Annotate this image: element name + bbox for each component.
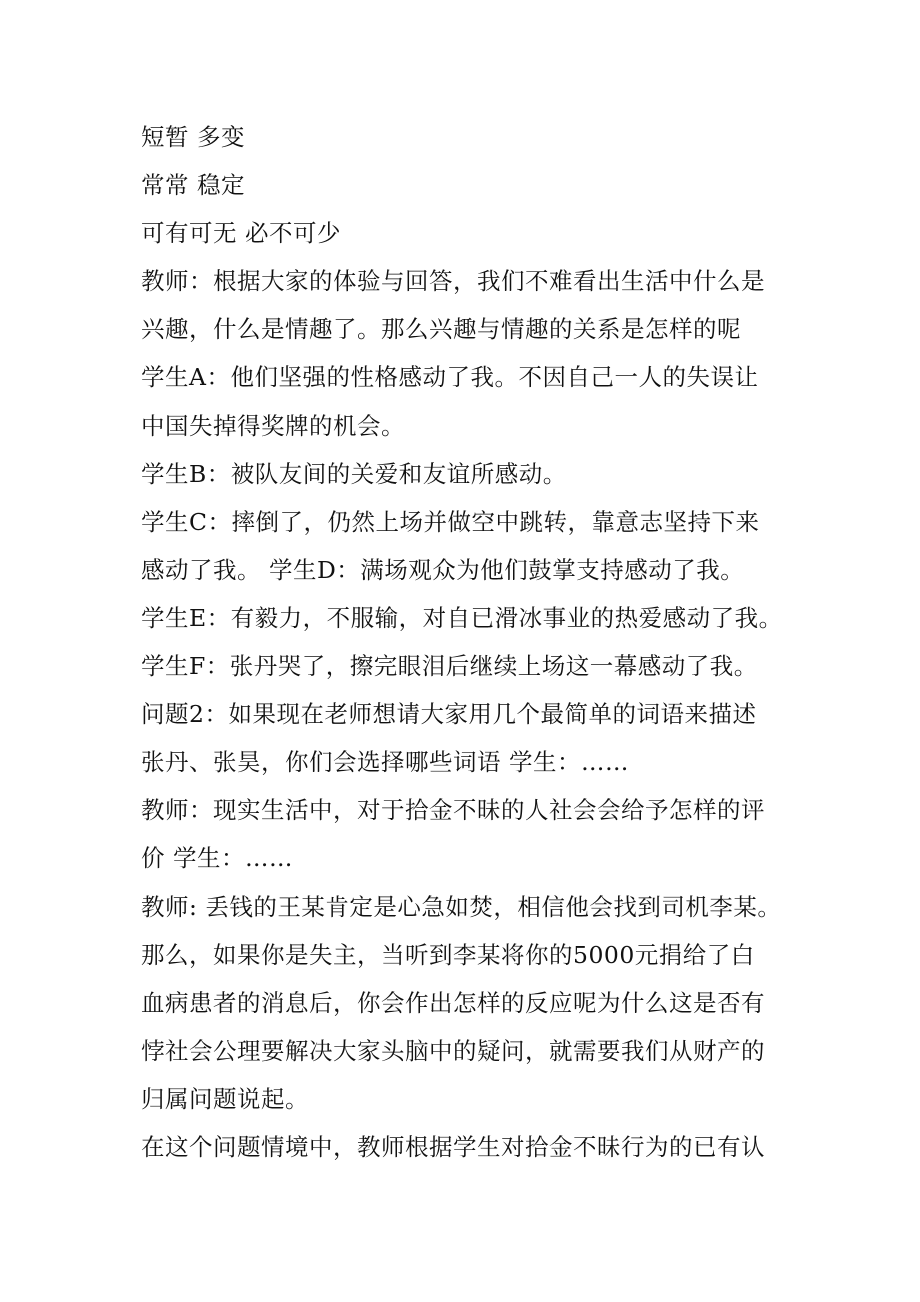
text-line-9: 学生C：摔倒了，仍然上场并做空中跳转，靠意志坚持下来 <box>141 507 760 536</box>
text-line-6: 学生A：他们坚强的性格感动了我。不因自己一人的失误让 <box>141 363 759 392</box>
text-line-15: 教师：现实生活中，对于拾金不昧的人社会会给予怎样的评 <box>141 796 765 825</box>
text-line-21: 归属问题说起。 <box>141 1084 309 1113</box>
text-line-19: 血病患者的消息后，你会作出怎样的反应呢为什么这是否有 <box>141 988 765 1017</box>
text-line-7: 中国失掉得奖牌的机会。 <box>141 411 405 440</box>
text-line-22: 在这个问题情境中，教师根据学生对拾金不昧行为的已有认 <box>141 1132 765 1161</box>
text-line-17: 教师: 丢钱的王某肯定是心急如焚，相信他会找到司机李某。 <box>141 892 782 921</box>
text-line-1: 短暂 多变 <box>141 123 245 151</box>
text-line-2: 常常 稳定 <box>141 171 245 200</box>
text-line-4: 教师：根据大家的体验与回答，我们不难看出生活中什么是 <box>141 267 765 296</box>
text-line-20: 悖社会公理要解决大家头脑中的疑问，就需要我们从财产的 <box>141 1036 765 1065</box>
text-line-5: 兴趣，什么是情趣了。那么兴趣与情趣的关系是怎样的呢 <box>141 315 741 344</box>
document-body <box>141 113 801 1171</box>
text-line-8: 学生B：被队友间的关爱和友谊所感动。 <box>141 459 567 488</box>
text-line-13: 问题2：如果现在老师想请大家用几个最简单的词语来描述 <box>141 700 757 729</box>
text-line-11: 学生E：有毅力，不服输，对自已滑冰事业的热爱感动了我。 <box>141 603 783 632</box>
text-line-10: 感动了我。 学生D：满场观众为他们鼓掌支持感动了我。 <box>141 555 745 584</box>
text-line-18: 那么，如果你是失主，当听到李某将你的5000元捐给了白 <box>141 940 755 969</box>
text-line-14: 张丹、张昊，你们会选择哪些词语 学生：…… <box>141 748 629 777</box>
text-line-16: 价 学生：…… <box>141 844 293 873</box>
text-line-3: 可有可无 必不可少 <box>141 219 341 248</box>
text-line-12: 学生F：张丹哭了，擦完眼泪后继续上场这一幕感动了我。 <box>141 652 758 681</box>
